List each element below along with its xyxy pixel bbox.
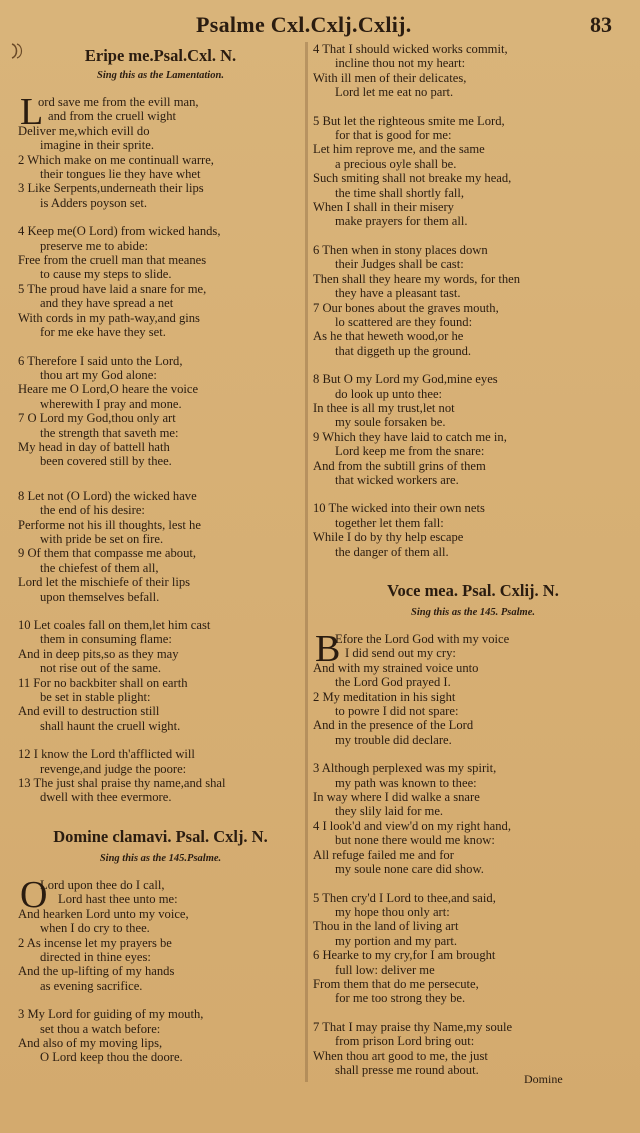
verse-block — [313, 501, 633, 559]
verse-line: 2 Which make on me continuall warre, — [18, 152, 214, 167]
verse-line: And with my strained voice unto — [313, 660, 479, 675]
verse-block — [313, 42, 633, 100]
psalm-141 — [18, 827, 303, 1065]
verse-line: wherewith I pray and mone. — [40, 396, 182, 411]
verse-block — [18, 489, 303, 604]
verse-block — [18, 354, 303, 469]
verse-line: 3 My Lord for guiding of my mouth, — [18, 1007, 204, 1022]
verse-line: In way where I did walke a snare — [313, 790, 480, 805]
verse-line: my soule none care did show. — [335, 862, 484, 877]
verse-line: When I shall in their misery — [313, 200, 454, 215]
verse-line: revenge,and judge the poore: — [40, 761, 187, 776]
psalm-141-continued — [313, 42, 633, 559]
verse-line: Lord upon thee do I call, — [40, 877, 165, 892]
page-number: 83 — [590, 12, 612, 37]
verse-line: a precious oyle shall be. — [335, 156, 457, 171]
verse-line: is Adders poyson set. — [40, 195, 148, 210]
drop-capital: B — [315, 628, 341, 670]
verse-line: 7 O Lord my God,thou only art — [18, 411, 176, 426]
verse-line: make prayers for them all. — [335, 214, 468, 229]
verse-line: Lord let me eat no part. — [335, 85, 454, 100]
verse-line: the time shall shortly fall, — [335, 185, 465, 200]
verse-line: that diggeth up the ground. — [335, 343, 472, 358]
verse-block — [313, 628, 633, 747]
psalm-142 — [313, 581, 633, 1077]
verse-line: my soule forsaken be. — [335, 415, 446, 430]
running-title: Psalme Cxl.Cxlj.Cxlij. — [196, 12, 412, 37]
verse-line: And evill to destruction still — [18, 704, 160, 719]
verse-line: with pride be set on fire. — [40, 531, 164, 546]
verse-line: From them that do me persecute, — [313, 976, 479, 991]
verse-line: And also of my moving lips, — [18, 1035, 163, 1050]
verse-block — [313, 1020, 633, 1078]
verse-line: Let him reprove me, and the same — [313, 142, 485, 157]
verse-line: that wicked workers are. — [335, 472, 459, 487]
verse-line: incline thou not my heart: — [335, 56, 466, 71]
verse-line: And in the presence of the Lord — [313, 718, 474, 733]
verse-line: Efore the Lord God with my voice — [335, 632, 510, 646]
verse-block — [313, 891, 633, 1006]
verse-line: 12 I know the Lord th'afflicted will — [18, 747, 195, 762]
verse-line: Lord let the mischiefe of their lips — [18, 575, 191, 590]
verse-line: And from the subtill grins of them — [313, 458, 486, 473]
verse-block — [18, 747, 303, 805]
verse-line: my trouble did declare. — [335, 732, 452, 747]
verse-line: 2 My meditation in his sight — [313, 689, 456, 704]
verse-block — [313, 114, 633, 229]
verse-line: 4 I look'd and view'd on my right hand, — [313, 818, 511, 833]
verse-line: for that is good for me: — [335, 128, 452, 143]
verse-block — [18, 224, 303, 339]
verse-line: the Lord God prayed I. — [335, 675, 451, 690]
verse-line: lo scattered are they found: — [335, 314, 473, 329]
psalm-heading: Eripe me.Psal.Cxl. N. — [84, 46, 237, 65]
verse-line: 3 Although perplexed was my spirit, — [313, 761, 497, 776]
verse-line: for me eke have they set. — [40, 325, 166, 340]
verse-line: When thou art good to me, the just — [313, 1048, 488, 1063]
drop-capital: L — [20, 91, 44, 133]
verse-line: directed in thine eyes: — [40, 949, 151, 964]
verse-line: Then shall they heare my words, for then — [313, 271, 521, 286]
catchword: Domine — [524, 1072, 563, 1086]
verse-line: While I do by thy help escape — [313, 530, 464, 545]
verse-line: their tongues lie they have whet — [40, 167, 201, 182]
verse-line: full low: deliver me — [335, 962, 435, 977]
verse-block — [18, 873, 303, 993]
verse-line: thou art my God alone: — [40, 367, 157, 382]
tune-direction: Sing this as the Lamentation. — [97, 70, 224, 81]
verse-line: when I do cry to thee. — [40, 921, 150, 936]
right-column — [313, 40, 633, 1077]
verse-line: 13 The just shal praise thy name,and shal — [18, 776, 226, 791]
verse-line: together let them fall: — [335, 515, 444, 530]
verse-line: 5 But let the righteous smite me Lord, — [313, 113, 505, 128]
verse-line: my path was known to thee: — [335, 775, 477, 790]
verse-line: the end of his desire: — [40, 503, 145, 518]
verse-line: they slily laid for me. — [335, 804, 444, 819]
verse-line: them in consuming flame: — [40, 632, 172, 647]
verse-line: My head in day of battell hath — [18, 439, 170, 454]
verse-line: their Judges shall be cast: — [335, 257, 464, 272]
running-head — [0, 10, 640, 40]
verse-line: shall haunt the cruell wight. — [40, 718, 181, 733]
verse-block — [18, 618, 303, 733]
column-rule — [305, 42, 308, 1082]
verse-line: Free from the cruell man that meanes — [18, 253, 207, 268]
drop-capital: O — [20, 873, 48, 916]
verse-block — [313, 243, 633, 358]
verse-line: All refuge failed me and for — [313, 847, 454, 862]
verse-block — [18, 1007, 303, 1065]
verse-line: 2 As incense let my prayers be — [18, 935, 172, 950]
verse-line: and they have spread a net — [40, 296, 174, 311]
verse-line: my hope thou only art: — [335, 904, 450, 919]
verse-line: Lord keep me from the snare: — [335, 444, 485, 459]
verse-line: As he that heweth wood,or he — [313, 329, 464, 344]
verse-line: Heare me O Lord,O heare the voice — [18, 382, 199, 397]
verse-line: In thee is all my trust,let not — [313, 400, 455, 415]
verse-line: 3 Like Serpents,underneath their lips — [18, 181, 204, 196]
verse-line: And hearken Lord unto my voice, — [18, 906, 189, 921]
verse-line: 7 Our bones about the graves mouth, — [313, 300, 499, 315]
verse-block — [313, 372, 633, 487]
verse-line: 9 Of them that compasse me about, — [18, 546, 197, 561]
verse-line: be set in stable plight: — [40, 690, 151, 705]
verse-line: been covered still by thee. — [40, 454, 172, 469]
verse-line: dwell with thee evermore. — [40, 790, 172, 805]
verse-line: for me too strong they be. — [335, 991, 466, 1006]
verse-line: ord save me from the evill man, — [38, 95, 199, 109]
verse-line: the danger of them all. — [335, 544, 449, 559]
psalm-heading: Domine clamavi. Psal. Cxlj. N. — [53, 826, 268, 846]
verse-line: 10 The wicked into their own nets — [313, 501, 485, 516]
verse-line: they have a pleasant tast. — [335, 286, 461, 301]
verse-line: 5 Then cry'd I Lord to thee,and said, — [313, 890, 496, 905]
verse-line: 4 That I should wicked works commit, — [313, 42, 508, 56]
verse-line: Lord hast thee unto me: — [58, 892, 178, 907]
verse-line: Thou in the land of living art — [313, 919, 459, 934]
verse-line: not rise out of the same. — [40, 661, 162, 676]
verse-line: 5 The proud have laid a snare for me, — [18, 281, 207, 296]
psalm-heading: Voce mea. Psal. Cxlij. N. — [387, 581, 559, 600]
verse-line: from prison Lord bring out: — [335, 1034, 475, 1049]
verse-line: do look up unto thee: — [335, 386, 443, 401]
verse-line: 10 Let coales fall on them,let him cast — [18, 618, 211, 632]
verse-block — [18, 91, 303, 210]
verse-line: 6 Then when in stony places down — [313, 242, 488, 257]
verse-line: to cause my steps to slide. — [40, 267, 172, 282]
verse-line: And in deep pits,so as they may — [18, 646, 179, 661]
verse-line: and from the cruell wight — [48, 109, 176, 124]
verse-line: preserve me to abide: — [40, 238, 149, 253]
verse-line: the chiefest of them all, — [40, 560, 159, 575]
left-column — [18, 40, 303, 1065]
verse-line: Such smiting shall not breake my head, — [313, 171, 512, 186]
verse-line: 6 Hearke to my cry,for I am brought — [313, 948, 496, 963]
verse-line: upon themselves befall. — [40, 589, 160, 604]
verse-line: Performe not his ill thoughts, lest he — [18, 517, 201, 532]
verse-line: my portion and my part. — [335, 933, 458, 948]
verse-line: With ill men of their delicates, — [313, 70, 467, 85]
verse-line: 11 For no backbiter shall on earth — [18, 675, 188, 690]
tune-direction: Sing this as the 145.Psalme. — [99, 852, 222, 864]
verse-line: I did send out my cry: — [345, 646, 456, 661]
verse-line: imagine in their sprite. — [40, 138, 155, 153]
verse-line: O Lord keep thou the doore. — [40, 1050, 183, 1065]
verse-block — [313, 761, 633, 876]
verse-line: the strength that saveth me: — [40, 425, 179, 440]
verse-line: 4 Keep me(O Lord) from wicked hands, — [18, 224, 221, 239]
verse-line: 8 But O my Lord my God,mine eyes — [313, 372, 498, 387]
verse-line: as evening sacrifice. — [40, 978, 143, 993]
verse-line: shall presse me round about. — [335, 1062, 479, 1077]
verse-line: With cords in my path-way,and gins — [18, 310, 200, 325]
verse-line: 9 Which they have laid to catch me in, — [313, 429, 507, 444]
verse-line: but none there would me know: — [335, 833, 495, 848]
verse-line: set thou a watch before: — [40, 1021, 161, 1036]
tune-direction: Sing this as the 145. Psalme. — [411, 607, 535, 618]
verse-line: 7 That I may praise thy Name,my soule — [313, 1019, 513, 1034]
verse-line: 6 Therefore I said unto the Lord, — [18, 353, 183, 368]
verse-line: And the up-lifting of my hands — [18, 964, 175, 979]
verse-line: Deliver me,which evill do — [18, 123, 150, 138]
verse-line: to powre I did not spare: — [335, 704, 459, 719]
verse-line: 8 Let not (O Lord) the wicked have — [18, 488, 197, 503]
psalm-140 — [18, 46, 303, 805]
